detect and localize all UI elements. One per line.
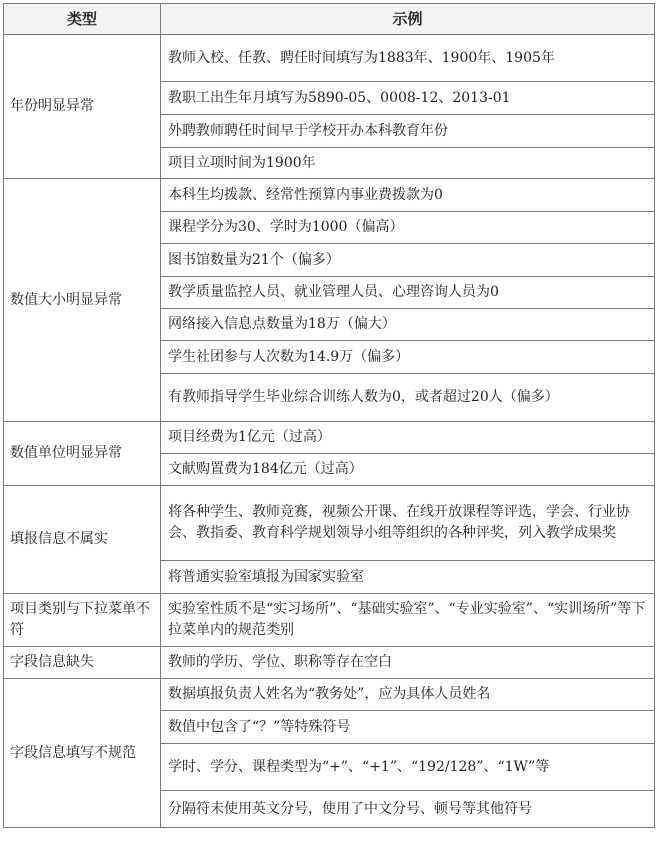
example-cell: 教学质量监控人员、就业管理人员、心理咨询人员为0 [161,277,655,309]
example-cell: 外聘教师聘任时间早于学校开办本科教育年份 [161,115,655,148]
example-cell: 教师的学历、学位、职称等存在空白 [161,647,655,679]
example-cell: 数值中包含了“？”等特殊符号 [161,711,655,744]
data-anomaly-table [3,3,655,828]
example-cell: 学生社团参与人次数为14.9万（偏多） [161,341,655,374]
type-cell: 年份明显异常 [4,35,161,179]
example-cell: 分隔符未使用英文分号，使用了中文分号、顿号等其他符号 [161,791,655,828]
type-cell: 字段信息填写不规范 [4,679,161,828]
table-row [4,486,655,561]
type-cell: 填报信息不属实 [4,486,161,594]
example-cell: 项目经费为1亿元（过高） [161,422,655,454]
example-cell: 学时、学分、课程类型为“+”、“+1”、“192/128”、“1W”等 [161,744,655,791]
example-cell: 将普通实验室填报为国家实验室 [161,561,655,594]
header-row [4,4,655,35]
header-example: 示例 [161,4,655,35]
example-cell: 本科生均拨款、经常性预算内事业费拨款为0 [161,179,655,212]
table-row [4,594,655,647]
table-body [4,35,655,828]
example-cell: 项目立项时间为1900年 [161,148,655,179]
example-cell: 网络接入信息点数量为18万（偏大） [161,309,655,341]
type-cell: 数值大小明显异常 [4,179,161,422]
table-row [4,179,655,212]
type-cell: 数值单位明显异常 [4,422,161,486]
example-cell: 教师入校、任教、聘任时间填写为1883年、1900年、1905年 [161,35,655,82]
type-cell: 项目类别与下拉菜单不符 [4,594,161,647]
example-cell: 实验室性质不是“实习场所”、“基础实验室”、“专业实验室”、“实训场所”等下拉菜单内的规范类别 [161,594,655,647]
example-cell: 数据填报负责人姓名为“教务处”，应为具体人员姓名 [161,679,655,711]
example-cell: 图书馆数量为21个（偏多） [161,244,655,277]
table-row [4,422,655,454]
type-cell: 字段信息缺失 [4,647,161,679]
example-cell: 有教师指导学生毕业综合训练人数为0，或者超过20人（偏多） [161,374,655,422]
example-cell: 文献购置费为184亿元（过高） [161,454,655,486]
table-row [4,679,655,711]
example-cell: 教职工出生年月填写为5890-05、0008-12、2013-01 [161,82,655,115]
example-cell: 将各种学生、教师竞赛，视频公开课、在线开放课程等评选，学会、行业协会、教指委、教育科学规划领导小组等组织的各种评奖，列入教学成果奖 [161,486,655,561]
example-cell: 课程学分为30、学时为1000（偏高） [161,212,655,244]
table-row [4,35,655,82]
table-row [4,647,655,679]
header-type: 类型 [4,4,161,35]
